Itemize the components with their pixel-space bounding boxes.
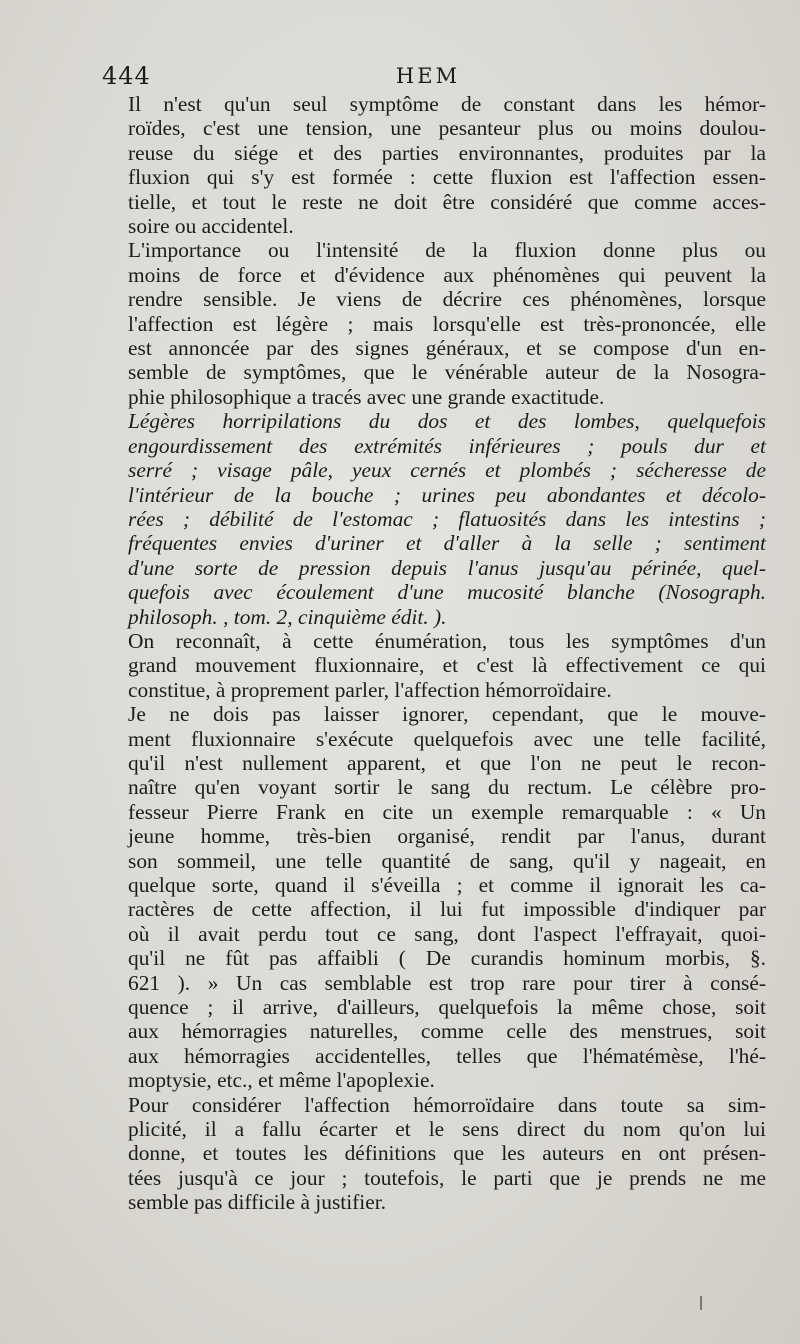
- text-line: fesseur Pierre Frank en cite un exemple remarquable : « Un: [128, 799, 766, 824]
- text-line: constitue, à proprement parler, l'affection hémorroïdaire.: [128, 677, 612, 702]
- text-line: serré ; visage pâle, yeux cernés et plombés ; sécheresse de: [128, 458, 766, 483]
- text-line: Il n'est qu'un seul symptôme de constant dans les hémor-: [128, 92, 766, 116]
- text-line: qu'il ne fût pas affaibli ( De curandis hominum morbis, §.: [128, 946, 766, 971]
- paragraph: [102, 629, 766, 702]
- text-line: jeune homme, très-bien organisé, rendit par l'anus, durant: [128, 824, 766, 849]
- text-line: engourdissement des extrémités inférieures ; pouls dur et: [128, 433, 766, 458]
- text-line: l'intérieur de la bouche ; urines peu abondantes et décolo-: [128, 482, 766, 507]
- paragraph: [102, 702, 766, 1093]
- running-head: HEM: [395, 64, 461, 88]
- text-line: d'une sorte de pression depuis l'anus jusqu'au périnée, quel-: [128, 555, 766, 580]
- text-line: Pour considérer l'affection hémorroïdaire dans toute sa sim-: [128, 1092, 766, 1117]
- text-line: roïdes, c'est une tension, une pesanteur plus ou moins doulou-: [128, 116, 766, 141]
- text-line: l'affection est légère ; mais lorsqu'elle est très-prononcée, elle: [128, 311, 766, 336]
- text-line: Je ne dois pas laisser ignorer, cependant, que le mouve-: [128, 702, 766, 727]
- text-line: tielle, et tout le reste ne doit être considéré que comme acces-: [128, 189, 766, 214]
- text-line: tées jusqu'à ce jour ; toutefois, le parti que je prends ne me: [128, 1165, 766, 1190]
- text-line: son sommeil, une telle quantité de sang, qu'il y nageait, en: [128, 848, 766, 873]
- text-line: plicité, il a fallu écarter et le sens direct du nom qu'on lui: [128, 1117, 766, 1142]
- text-line: ment fluxionnaire s'exécute quelquefois avec une telle facilité,: [128, 726, 766, 751]
- text-line: moins de force et d'évidence aux phénomènes qui peuvent la: [128, 262, 766, 287]
- margin-mark: [700, 1296, 702, 1310]
- page-number: 444: [102, 62, 151, 90]
- text-line: est annoncée par des signes généraux, et se compose d'un en-: [128, 336, 766, 361]
- text-line: naître qu'en voyant sortir le sang du rectum. Le célèbre pro-: [128, 775, 766, 800]
- text-line: Légères horripilations du dos et des lombes, quelquefois: [128, 409, 766, 434]
- text-line: moptysie, etc., et même l'apoplexie.: [128, 1068, 435, 1093]
- text-line: soire ou accidentel.: [128, 214, 294, 239]
- text-line: semble pas difficile à justifier.: [128, 1190, 387, 1215]
- text-line: qu'il n'est nullement apparent, et que l'on ne peut le recon-: [128, 750, 766, 775]
- paragraph: [102, 92, 766, 238]
- text-line: reuse du siége et des parties environnantes, produites par la: [128, 140, 766, 165]
- text-line: aux hémorragies naturelles, comme celle des menstrues, soit: [128, 1019, 766, 1044]
- text-line: fluxion qui s'y est formée : cette fluxion est l'affection essen-: [128, 165, 766, 190]
- text-line: quefois avec écoulement d'une mucosité blanche (Nosograph.: [128, 580, 766, 605]
- paragraph: [102, 238, 766, 409]
- text-line: aux hémorragies accidentelles, telles que l'hématémèse, l'hé-: [128, 1043, 766, 1068]
- text-line: ractères de cette affection, il lui fut impossible d'indiquer par: [128, 897, 766, 922]
- text-line: 621 ). » Un cas semblable est trop rare pour tirer à consé-: [128, 970, 766, 995]
- paragraph: [102, 1093, 766, 1215]
- text-line: grand mouvement fluxionnaire, et c'est là effectivement ce qui: [128, 653, 766, 678]
- text-line: quelque sorte, quand il s'éveilla ; et comme il ignorait les ca-: [128, 873, 766, 897]
- italic-quotation: [102, 409, 766, 629]
- text-line: phie philosophique a tracés avec une grande exactitude.: [128, 384, 605, 409]
- text-line: On reconnaît, à cette énumération, tous les symptômes d'un: [128, 628, 766, 653]
- text-line: L'importance ou l'intensité de la fluxion donne plus ou: [128, 238, 766, 263]
- text-line: philosoph. , tom. 2, cinquième édit. ).: [128, 604, 447, 629]
- text-line: semble de symptômes, que le vénérable auteur de la Nosogra-: [128, 360, 766, 385]
- text-line: donne, et toutes les définitions que les auteurs en ont présen-: [128, 1141, 766, 1166]
- text-line: rendre sensible. Je viens de décrire ces phénomènes, lorsque: [128, 287, 766, 312]
- text-line: où il avait perdu tout ce sang, dont l'aspect l'effrayait, quoi-: [128, 921, 766, 946]
- body-text: [102, 92, 766, 1215]
- text-line: rées ; débilité de l'estomac ; flatuosités dans les intestins ;: [128, 506, 766, 531]
- text-line: fréquentes envies d'uriner et d'aller à la selle ; sentiment: [128, 531, 766, 556]
- text-line: quence ; il arrive, d'ailleurs, quelquefois la même chose, soit: [128, 995, 766, 1020]
